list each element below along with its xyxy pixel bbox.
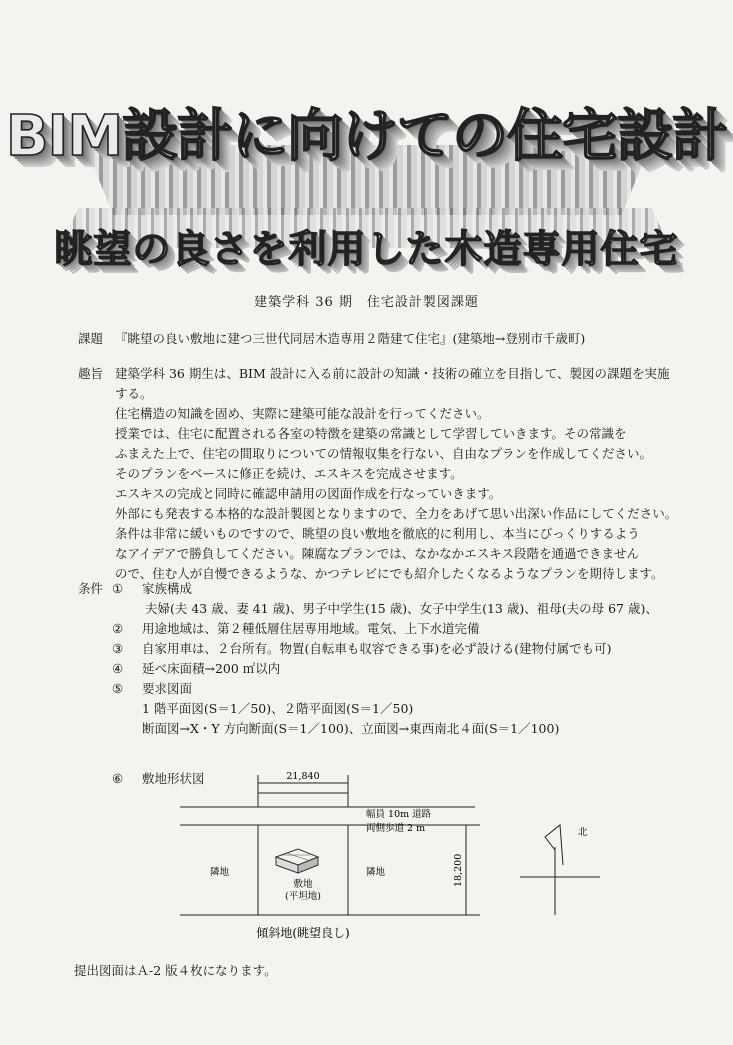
purpose-line: 住宅構造の知識を固め、実際に建築可能な設計を行ってください。: [115, 406, 490, 421]
purpose-line: エスキスの完成と同時に確認申請用の図面作成を行なっていきます。: [115, 486, 502, 501]
condition-number: ①: [112, 581, 124, 596]
purpose-line: 授業では、住宅に配置される各室の特徴を建築の常識として学習していきます。その常識を: [115, 426, 627, 441]
site-label: 敷地: [293, 879, 313, 890]
condition-number: ③: [112, 641, 124, 656]
right-neighbor-label: 隣地: [366, 867, 386, 878]
left-neighbor-label: 隣地: [210, 867, 230, 878]
north-arrow-icon: [520, 825, 600, 915]
condition-text: 用途地域は、第２種低層住居専用地域。電気、上下水道完備: [142, 621, 480, 636]
condition-number: ②: [112, 621, 124, 636]
site-sublabel: (平坦地): [285, 891, 321, 902]
main-title: BIM設計に向けての住宅設計: [5, 104, 728, 169]
condition-text: 夫婦(夫 43 歳、妻 41 歳)、男子中学生(15 歳)、女子中学生(13 歳)、祖母(夫の母 67 歳)、: [145, 601, 658, 616]
purpose-line: 建築学科 36 期生は、BIM 設計に入る前に設計の知識・技術の確立を目指して、製図の課題を実施: [115, 366, 670, 381]
purpose-line: ので、住む人が自慢できるような、かつテレビにでも紹介したくなるようなプランを期待します。: [115, 566, 664, 581]
purpose-line: 条件は非常に緩いものですので、眺望の良い敷地を徹底的に利用し、本当にびっくりするよう: [115, 526, 640, 541]
condition-number: ⑥: [112, 771, 124, 786]
purpose-line: する。: [115, 386, 153, 401]
slope-label: 傾斜地(眺望良し): [256, 926, 350, 940]
condition-text: 家族構成: [142, 581, 193, 596]
conditions-label: 条件: [78, 581, 104, 596]
purpose-line: ふまえた上で、住宅の間取りについての情報収集を行ない、自由なプランを作成してください。: [115, 446, 653, 461]
submission-note: 提出図面はＡ-2 版４枚になります。: [74, 963, 277, 978]
assignment-text: 『眺望の良い敷地に建つ三世代同居木造専用２階建て住宅』(建築地→登別市千歳町): [115, 331, 586, 346]
road-label-2: 両側歩道 2 m: [366, 823, 426, 834]
depth-dimension: 18,200: [453, 853, 464, 887]
condition-text: 敷地形状図: [142, 771, 205, 786]
assignment-label: 課題: [78, 331, 104, 346]
purpose-line: 外部にも発表する本格的な設計製図となりますので、全力をあげて思い出深い作品にしてください。: [115, 506, 678, 521]
width-dimension: 21,840: [286, 771, 320, 782]
condition-text: 延べ床面積→200 ㎡以内: [142, 661, 281, 676]
house-sketch-icon: [276, 849, 318, 873]
road-label-1: 幅員 10m 道路: [366, 809, 432, 820]
title-banner: [0, 40, 733, 270]
condition-text: 断面図→X・Y 方向断面(S＝1／100)、立面図→東西南北４面(S＝1／100): [142, 721, 560, 736]
condition-number: ⑤: [112, 681, 124, 696]
sub-title: 眺望の良さを利用した木造専用住宅: [54, 227, 679, 271]
site-plan-diagram: [170, 765, 630, 945]
condition-text: 自家用車は、２台所有。物置(自転車も収容できる事)を必ず設ける(建物付属でも可): [142, 641, 612, 656]
condition-number: ④: [112, 661, 124, 676]
purpose-line: そのプランをベースに修正を続け、エスキスを完成させます。: [115, 466, 463, 481]
condition-text: 1 階平面図(S＝1／50)、２階平面図(S＝1／50): [142, 701, 414, 716]
purpose-label: 趣旨: [78, 366, 104, 381]
course-heading: 建築学科 36 期 住宅設計製図課題: [254, 295, 479, 310]
condition-text: 要求図面: [142, 681, 193, 696]
north-label: 北: [578, 827, 588, 838]
purpose-line: なアイデアで勝負してください。陳腐なプランでは、なかなかエスキス段階を通過できません: [115, 546, 640, 561]
